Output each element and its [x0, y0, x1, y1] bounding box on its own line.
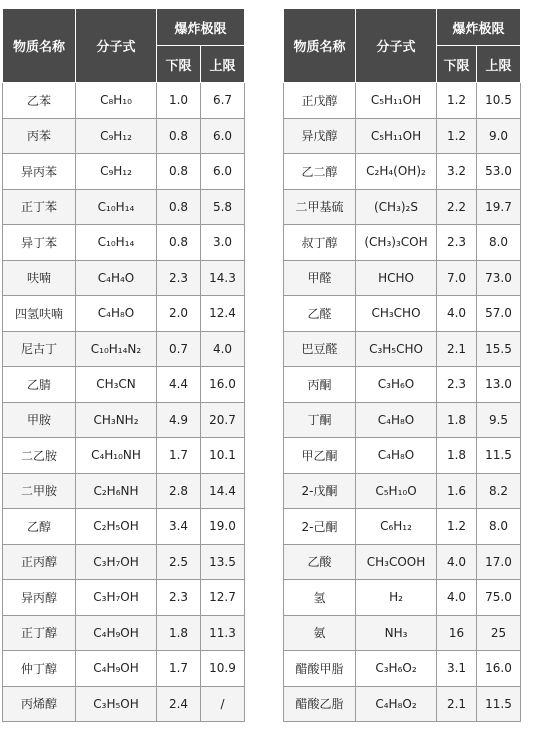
explosion-limits-table-right — [283, 8, 521, 722]
table-header — [3, 9, 245, 83]
lower-limit-cell: 2.3 — [437, 367, 477, 403]
upper-limit-cell: 25 — [477, 615, 521, 651]
upper-limit-cell: 4.0 — [201, 331, 245, 367]
molecular-formula-cell: CH₃COOH — [356, 544, 437, 580]
molecular-formula-cell: C₉H₁₂ — [76, 154, 157, 190]
lower-limit-cell: 1.2 — [437, 509, 477, 545]
molecular-formula-cell: C₄H₈O — [76, 296, 157, 332]
table-row — [284, 367, 521, 403]
table-row — [3, 260, 245, 296]
lower-limit-cell: 1.2 — [437, 118, 477, 154]
upper-limit-cell: 14.3 — [201, 260, 245, 296]
lower-limit-cell: 0.8 — [157, 154, 201, 190]
upper-limit-cell: 17.0 — [477, 544, 521, 580]
table-row — [284, 331, 521, 367]
table-row — [3, 651, 245, 687]
lower-limit-cell: 2.3 — [437, 225, 477, 261]
substance-name-cell: 醋酸乙脂 — [284, 686, 356, 722]
table-row — [284, 686, 521, 722]
lower-limit-cell: 1.6 — [437, 473, 477, 509]
molecular-formula-cell: C₃H₆O — [356, 367, 437, 403]
substance-name-cell: 2-己酮 — [284, 509, 356, 545]
molecular-formula-cell: C₅H₁₀O — [356, 473, 437, 509]
table-row — [284, 189, 521, 225]
molecular-formula-cell: C₃H₆O₂ — [356, 651, 437, 687]
substance-name-cell: 甲乙酮 — [284, 438, 356, 474]
upper-limit-cell: 10.9 — [201, 651, 245, 687]
molecular-formula-cell: H₂ — [356, 580, 437, 616]
lower-limit-cell: 1.8 — [437, 438, 477, 474]
substance-name-cell: 四氢呋喃 — [3, 296, 76, 332]
substance-name-cell: 正丁苯 — [3, 189, 76, 225]
substance-name-cell: 乙苯 — [3, 83, 76, 119]
substance-name-cell: 丙酮 — [284, 367, 356, 403]
table-row — [3, 509, 245, 545]
header-molecular-formula: 分子式 — [356, 9, 437, 83]
molecular-formula-cell: C₄H₉OH — [76, 651, 157, 687]
substance-name-cell: 巴豆醛 — [284, 331, 356, 367]
upper-limit-cell: 14.4 — [201, 473, 245, 509]
lower-limit-cell: 2.2 — [437, 189, 477, 225]
molecular-formula-cell: C₄H₄O — [76, 260, 157, 296]
table-header — [284, 9, 521, 83]
table-row — [284, 118, 521, 154]
molecular-formula-cell: C₃H₇OH — [76, 544, 157, 580]
upper-limit-cell: 8.2 — [477, 473, 521, 509]
substance-name-cell: 二甲胺 — [3, 473, 76, 509]
substance-name-cell: 异戊醇 — [284, 118, 356, 154]
molecular-formula-cell: C₃H₅OH — [76, 686, 157, 722]
upper-limit-cell: 8.0 — [477, 509, 521, 545]
upper-limit-cell: 15.5 — [477, 331, 521, 367]
substance-name-cell: 叔丁醇 — [284, 225, 356, 261]
upper-limit-cell: 8.0 — [477, 225, 521, 261]
substance-name-cell: 2-戊酮 — [284, 473, 356, 509]
substance-name-cell: 二乙胺 — [3, 438, 76, 474]
table-row — [284, 260, 521, 296]
upper-limit-cell: 5.8 — [201, 189, 245, 225]
substance-name-cell: 丙烯醇 — [3, 686, 76, 722]
table-body — [284, 83, 521, 722]
header-explosion-limit: 爆炸极限 — [157, 9, 245, 46]
substance-name-cell: 氨 — [284, 615, 356, 651]
table-row — [3, 83, 245, 119]
lower-limit-cell: 4.4 — [157, 367, 201, 403]
molecular-formula-cell: C₄H₉OH — [76, 615, 157, 651]
upper-limit-cell: 20.7 — [201, 402, 245, 438]
upper-limit-cell: 3.0 — [201, 225, 245, 261]
upper-limit-cell: 11.5 — [477, 438, 521, 474]
table-row — [284, 473, 521, 509]
molecular-formula-cell: C₈H₁₀ — [76, 83, 157, 119]
molecular-formula-cell: C₃H₇OH — [76, 580, 157, 616]
substance-name-cell: 乙醛 — [284, 296, 356, 332]
molecular-formula-cell: (CH₃)₃COH — [356, 225, 437, 261]
substance-name-cell: 氢 — [284, 580, 356, 616]
lower-limit-cell: 4.0 — [437, 296, 477, 332]
substance-name-cell: 尼古丁 — [3, 331, 76, 367]
table-row — [3, 331, 245, 367]
molecular-formula-cell: C₉H₁₂ — [76, 118, 157, 154]
lower-limit-cell: 1.7 — [157, 438, 201, 474]
header-molecular-formula: 分子式 — [76, 9, 157, 83]
upper-limit-cell: 11.3 — [201, 615, 245, 651]
lower-limit-cell: 1.8 — [437, 402, 477, 438]
lower-limit-cell: 3.1 — [437, 651, 477, 687]
table-row — [3, 686, 245, 722]
lower-limit-cell: 4.9 — [157, 402, 201, 438]
upper-limit-cell: 6.0 — [201, 118, 245, 154]
table-row — [3, 438, 245, 474]
upper-limit-cell: 19.7 — [477, 189, 521, 225]
table-row — [284, 580, 521, 616]
table-row — [284, 225, 521, 261]
lower-limit-cell: 0.8 — [157, 118, 201, 154]
substance-name-cell: 甲胺 — [3, 402, 76, 438]
upper-limit-cell: 16.0 — [201, 367, 245, 403]
header-lower-limit: 下限 — [437, 46, 477, 83]
molecular-formula-cell: C₄H₈O — [356, 438, 437, 474]
header-lower-limit: 下限 — [157, 46, 201, 83]
upper-limit-cell: 73.0 — [477, 260, 521, 296]
lower-limit-cell: 2.1 — [437, 331, 477, 367]
table-row — [284, 651, 521, 687]
upper-limit-cell: 53.0 — [477, 154, 521, 190]
table-body — [3, 83, 245, 722]
explosion-limits-table-left — [2, 8, 245, 722]
substance-name-cell: 二甲基硫 — [284, 189, 356, 225]
lower-limit-cell: 0.8 — [157, 189, 201, 225]
table-row — [284, 615, 521, 651]
upper-limit-cell: 10.1 — [201, 438, 245, 474]
substance-name-cell: 异丙醇 — [3, 580, 76, 616]
lower-limit-cell: 1.8 — [157, 615, 201, 651]
upper-limit-cell: 6.7 — [201, 83, 245, 119]
molecular-formula-cell: C₁₀H₁₄ — [76, 189, 157, 225]
molecular-formula-cell: C₄H₈O₂ — [356, 686, 437, 722]
table-row — [284, 83, 521, 119]
header-upper-limit: 上限 — [201, 46, 245, 83]
table-row — [284, 296, 521, 332]
substance-name-cell: 醋酸甲脂 — [284, 651, 356, 687]
lower-limit-cell: 16 — [437, 615, 477, 651]
table-row — [3, 225, 245, 261]
lower-limit-cell: 0.8 — [157, 225, 201, 261]
lower-limit-cell: 2.8 — [157, 473, 201, 509]
lower-limit-cell: 1.7 — [157, 651, 201, 687]
table-row — [3, 296, 245, 332]
table-row — [3, 189, 245, 225]
molecular-formula-cell: C₆H₁₂ — [356, 509, 437, 545]
molecular-formula-cell: C₂H₆NH — [76, 473, 157, 509]
molecular-formula-cell: C₂H₄(OH)₂ — [356, 154, 437, 190]
substance-name-cell: 丙苯 — [3, 118, 76, 154]
lower-limit-cell: 1.2 — [437, 83, 477, 119]
lower-limit-cell: 2.4 — [157, 686, 201, 722]
substance-name-cell: 异丙苯 — [3, 154, 76, 190]
lower-limit-cell: 1.0 — [157, 83, 201, 119]
molecular-formula-cell: C₂H₅OH — [76, 509, 157, 545]
upper-limit-cell: 9.0 — [477, 118, 521, 154]
upper-limit-cell: 12.7 — [201, 580, 245, 616]
lower-limit-cell: 0.7 — [157, 331, 201, 367]
substance-name-cell: 异丁苯 — [3, 225, 76, 261]
table-row — [3, 118, 245, 154]
substance-name-cell: 正戊醇 — [284, 83, 356, 119]
substance-name-cell: 甲醛 — [284, 260, 356, 296]
upper-limit-cell: 10.5 — [477, 83, 521, 119]
molecular-formula-cell: HCHO — [356, 260, 437, 296]
lower-limit-cell: 7.0 — [437, 260, 477, 296]
upper-limit-cell: 13.5 — [201, 544, 245, 580]
table-row — [3, 615, 245, 651]
upper-limit-cell: / — [201, 686, 245, 722]
molecular-formula-cell: C₃H₅CHO — [356, 331, 437, 367]
upper-limit-cell: 16.0 — [477, 651, 521, 687]
upper-limit-cell: 11.5 — [477, 686, 521, 722]
substance-name-cell: 正丁醇 — [3, 615, 76, 651]
upper-limit-cell: 57.0 — [477, 296, 521, 332]
table-row — [3, 154, 245, 190]
lower-limit-cell: 3.2 — [437, 154, 477, 190]
molecular-formula-cell: C₅H₁₁OH — [356, 83, 437, 119]
molecular-formula-cell: C₄H₈O — [356, 402, 437, 438]
lower-limit-cell: 2.5 — [157, 544, 201, 580]
table-row — [284, 402, 521, 438]
table-row — [284, 544, 521, 580]
molecular-formula-cell: CH₃NH₂ — [76, 402, 157, 438]
table-row — [284, 509, 521, 545]
molecular-formula-cell: CH₃CHO — [356, 296, 437, 332]
molecular-formula-cell: C₁₀H₁₄ — [76, 225, 157, 261]
header-explosion-limit: 爆炸极限 — [437, 9, 521, 46]
lower-limit-cell: 2.0 — [157, 296, 201, 332]
molecular-formula-cell: C₄H₁₀NH — [76, 438, 157, 474]
upper-limit-cell: 19.0 — [201, 509, 245, 545]
substance-name-cell: 乙腈 — [3, 367, 76, 403]
table-row — [3, 544, 245, 580]
table-row — [3, 580, 245, 616]
lower-limit-cell: 2.3 — [157, 260, 201, 296]
header-upper-limit: 上限 — [477, 46, 521, 83]
molecular-formula-cell: (CH₃)₂S — [356, 189, 437, 225]
substance-name-cell: 丁酮 — [284, 402, 356, 438]
molecular-formula-cell: C₅H₁₁OH — [356, 118, 437, 154]
substance-name-cell: 正丙醇 — [3, 544, 76, 580]
substance-name-cell: 仲丁醇 — [3, 651, 76, 687]
upper-limit-cell: 13.0 — [477, 367, 521, 403]
lower-limit-cell: 4.0 — [437, 544, 477, 580]
upper-limit-cell: 6.0 — [201, 154, 245, 190]
substance-name-cell: 乙二醇 — [284, 154, 356, 190]
upper-limit-cell: 75.0 — [477, 580, 521, 616]
lower-limit-cell: 4.0 — [437, 580, 477, 616]
molecular-formula-cell: CH₃CN — [76, 367, 157, 403]
substance-name-cell: 乙醇 — [3, 509, 76, 545]
molecular-formula-cell: NH₃ — [356, 615, 437, 651]
upper-limit-cell: 9.5 — [477, 402, 521, 438]
table-row — [284, 154, 521, 190]
table-row — [284, 438, 521, 474]
lower-limit-cell: 2.1 — [437, 686, 477, 722]
lower-limit-cell: 2.3 — [157, 580, 201, 616]
molecular-formula-cell: C₁₀H₁₄N₂ — [76, 331, 157, 367]
upper-limit-cell: 12.4 — [201, 296, 245, 332]
table-row — [3, 367, 245, 403]
table-row — [3, 473, 245, 509]
substance-name-cell: 乙酸 — [284, 544, 356, 580]
table-row — [3, 402, 245, 438]
lower-limit-cell: 3.4 — [157, 509, 201, 545]
header-substance-name: 物质名称 — [284, 9, 356, 83]
substance-name-cell: 呋喃 — [3, 260, 76, 296]
header-substance-name: 物质名称 — [3, 9, 76, 83]
